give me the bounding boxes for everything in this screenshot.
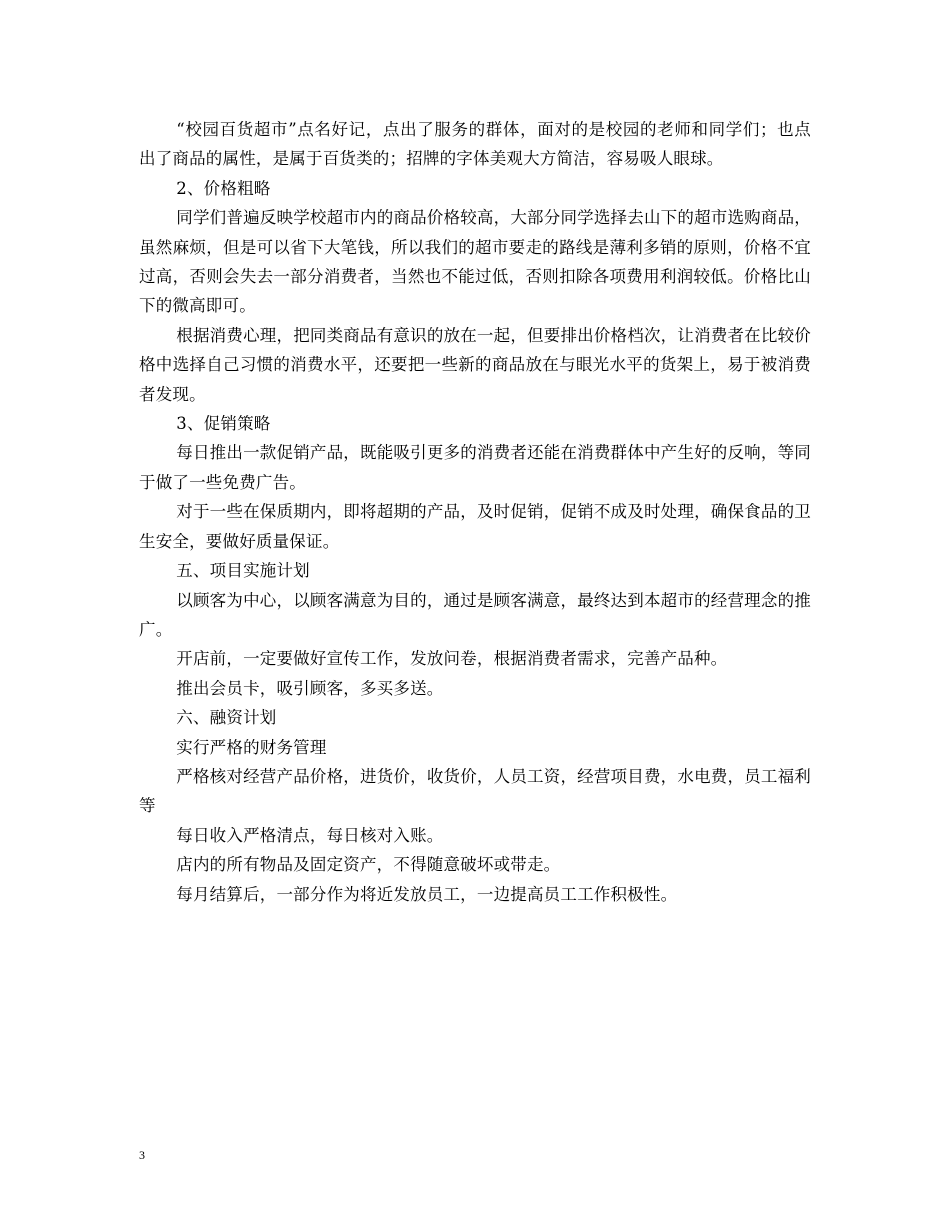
paragraph-daily-income: 每日收入严格清点，每日核对入账。 bbox=[176, 825, 444, 845]
paragraph-consumer-psychology: 根据消费心理，把同类商品有意识的放在一起，但要排出价格档次，让消费者在比较价格中选择自己习惯的消费水平，还要把一些新的商品放在与眼光水平的货架上，易于被消费者发现。 bbox=[139, 325, 811, 404]
paragraph-pricing: 同学们普遍反映学校超市内的商品价格较高，大部分同学选择去山下的超市选购商品，虽然麻烦，但是可以省下大笔钱，所以我们的超市要走的路线是薄利多销的原则，价格不宜过高，否则会失去一部分消费者，当然也不能过低，否则扣除各项费用利润较低。价格比山下的微高即可。 bbox=[139, 208, 811, 316]
paragraph-daily-promotion: 每日推出一款促销产品，既能吸引更多的消费者还能在消费群体中产生好的反响，等同于做了一些免费广告。 bbox=[139, 443, 811, 492]
paragraph-customer-centered: 以顾客为中心，以顾客满意为目的，通过是顾客满意，最终达到本超市的经营理念的推广。 bbox=[139, 590, 811, 639]
heading-financing-plan: 六、融资计划 bbox=[176, 708, 277, 728]
heading-promotion-strategy: 3、促销策略 bbox=[176, 414, 271, 434]
paragraph-monthly-settlement: 每月结算后，一部分作为将近发放员工，一边提高员工工作积极性。 bbox=[176, 884, 678, 904]
paragraph-store-name: “校园百货超市”点名好记，点出了服务的群体，面对的是校园的老师和同学们；也点出了商品的属性，是属于百货类的；招牌的字体美观大方简洁，容易吸人眼球。 bbox=[139, 120, 811, 169]
document-body bbox=[139, 115, 811, 909]
paragraph-financial-management: 实行严格的财务管理 bbox=[176, 737, 327, 757]
page-number: 3 bbox=[139, 1148, 145, 1162]
paragraph-expiring-products: 对于一些在保质期内，即将超期的产品，及时促销，促销不成及时处理，确保食品的卫生安全，要做好质量保证。 bbox=[139, 502, 811, 551]
paragraph-cost-check: 严格核对经营产品价格，进货价，收货价，人员工资，经营项目费，水电费，员工福利等 bbox=[139, 766, 811, 816]
paragraph-fixed-assets: 店内的所有物品及固定资产，不得随意破坏或带走。 bbox=[176, 855, 561, 875]
paragraph-pre-opening: 开店前，一定要做好宣传工作，发放问卷，根据消费者需求，完善产品种。 bbox=[176, 649, 728, 669]
paragraph-membership-card: 推出会员卡，吸引顾客，多买多送。 bbox=[176, 678, 444, 698]
heading-pricing-strategy: 2、价格粗略 bbox=[176, 178, 271, 198]
heading-implementation-plan: 五、项目实施计划 bbox=[176, 561, 310, 581]
